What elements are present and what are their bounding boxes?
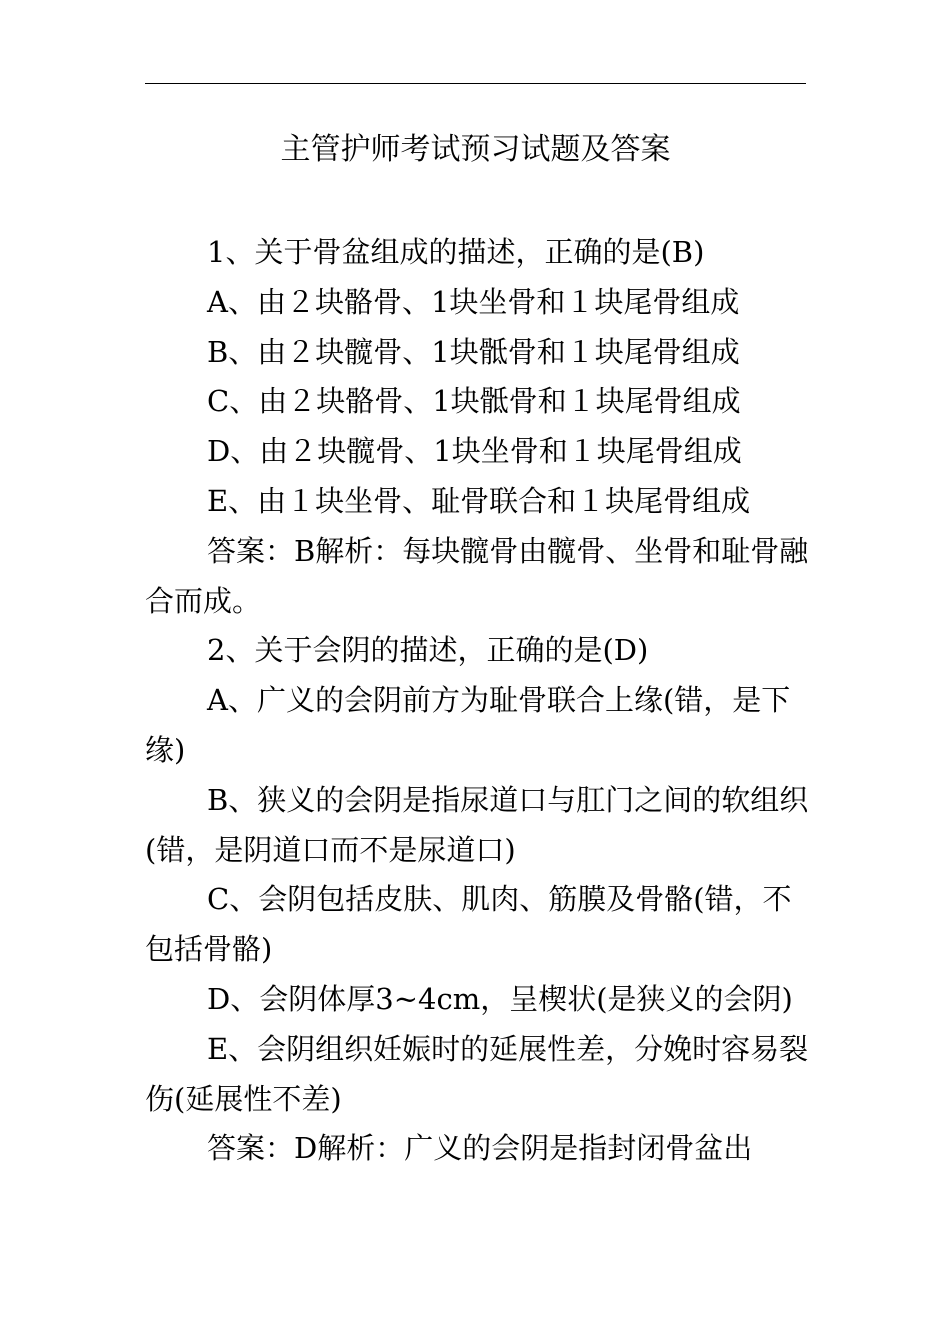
question-1-answer: 答案：B解析：每块髋骨由髋骨、坐骨和耻骨融合而成。 <box>145 533 809 618</box>
document-title: 主管护师考试预习试题及答案 <box>280 132 671 167</box>
question-1-option-d: D、由２块髋骨、1块坐骨和１块尾骨组成 <box>207 434 742 469</box>
question-1-stem: 1、关于骨盆组成的描述，正确的是(B) <box>207 235 705 269</box>
question-1-option-a: A、由２块骼骨、1块坐骨和１块尾骨组成 <box>207 284 740 319</box>
question-1-option-c: C、由２块骼骨、1块骶骨和１块尾骨组成 <box>207 384 741 419</box>
question-2-stem: 2、关于会阴的描述，正确的是(D) <box>207 633 649 668</box>
question-2-option-e: E、会阴组织妊娠时的延展性差，分娩时容易裂伤(延展性不差) <box>145 1031 809 1116</box>
question-2-option-a: A、广义的会阴前方为耻骨联合上缘(错，是下缘) <box>145 683 791 767</box>
question-1-option-e: E、由１块坐骨、耻骨联合和１块尾骨组成 <box>207 483 751 518</box>
question-2-answer: 答案：D解析：广义的会阴是指封闭骨盆出 <box>207 1131 753 1166</box>
header-rule <box>145 83 806 84</box>
question-2-option-c: C、会阴包括皮肤、肌肉、筋膜及骨骼(错，不包括骨骼) <box>145 882 792 967</box>
question-1-option-b: B、由２块髋骨、1块骶骨和１块尾骨组成 <box>207 334 740 369</box>
question-2-option-d: D、会阴体厚3~4cm，呈楔状(是狭义的会阴) <box>207 981 793 1016</box>
question-2-option-b: B、狭义的会阴是指尿道口与肛门之间的软组织(错，是阴道口而不是尿道口) <box>145 782 809 867</box>
document-body <box>145 228 813 1174</box>
